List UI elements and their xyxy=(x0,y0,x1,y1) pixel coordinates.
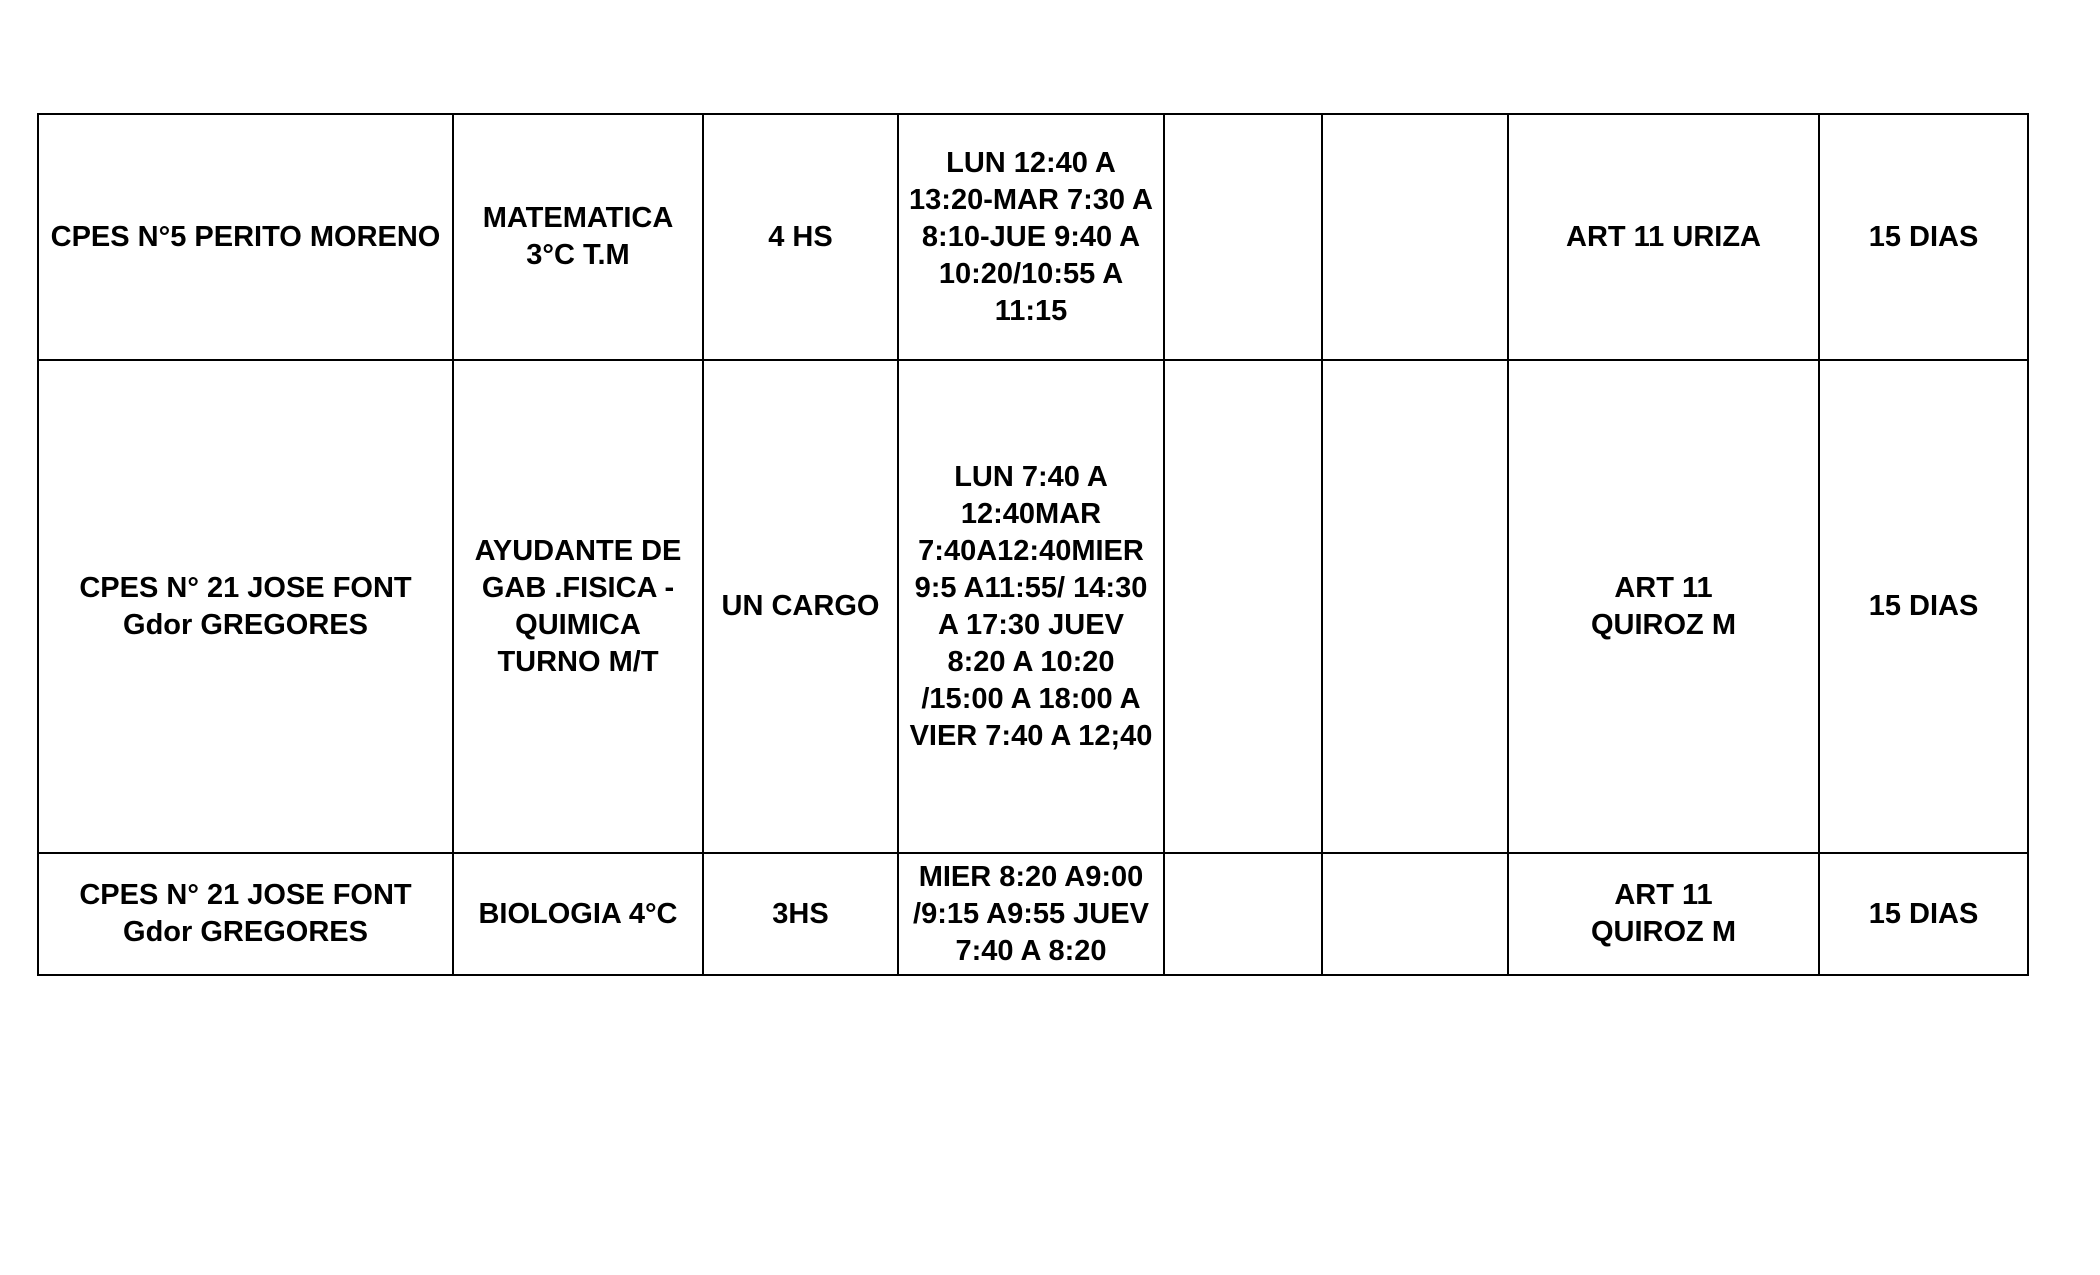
table-row xyxy=(38,114,2028,360)
empty-cell xyxy=(1322,360,1508,853)
empty-cell xyxy=(1322,114,1508,360)
empty-cell xyxy=(1164,853,1322,975)
hours-cell: UN CARGO xyxy=(703,360,898,853)
article-cell: ART 11 URIZA xyxy=(1508,114,1819,360)
school-cell: CPES N° 21 JOSE FONT Gdor GREGORES xyxy=(38,360,453,853)
duration-cell: 15 DIAS xyxy=(1819,360,2028,853)
article-cell: ART 11 QUIROZ M xyxy=(1508,360,1819,853)
article-cell: ART 11 QUIROZ M xyxy=(1508,853,1819,975)
schedule-table xyxy=(37,113,2029,976)
duration-cell: 15 DIAS xyxy=(1819,114,2028,360)
document-page xyxy=(37,113,2029,976)
school-cell: CPES N°5 PERITO MORENO xyxy=(38,114,453,360)
subject-cell: AYUDANTE DE GAB .FISICA - QUIMICA TURNO M/T xyxy=(453,360,703,853)
hours-cell: 4 HS xyxy=(703,114,898,360)
empty-cell xyxy=(1164,114,1322,360)
schedule-cell: MIER 8:20 A9:00 /9:15 A9:55 JUEV 7:40 A 8:20 xyxy=(898,853,1164,975)
duration-cell: 15 DIAS xyxy=(1819,853,2028,975)
empty-cell xyxy=(1164,360,1322,853)
empty-cell xyxy=(1322,853,1508,975)
hours-cell: 3HS xyxy=(703,853,898,975)
subject-cell: BIOLOGIA 4°C xyxy=(453,853,703,975)
schedule-cell: LUN 12:40 A 13:20-MAR 7:30 A 8:10-JUE 9:40 A 10:20/10:55 A 11:15 xyxy=(898,114,1164,360)
table-row xyxy=(38,853,2028,975)
school-cell: CPES N° 21 JOSE FONT Gdor GREGORES xyxy=(38,853,453,975)
schedule-cell: LUN 7:40 A 12:40MAR 7:40A12:40MIER 9:5 A11:55/ 14:30 A 17:30 JUEV 8:20 A 10:20 /15:00 A 18:00 A VIER 7:40 A 12;40 xyxy=(898,360,1164,853)
table-row xyxy=(38,360,2028,853)
subject-cell: MATEMATICA 3°C T.M xyxy=(453,114,703,360)
